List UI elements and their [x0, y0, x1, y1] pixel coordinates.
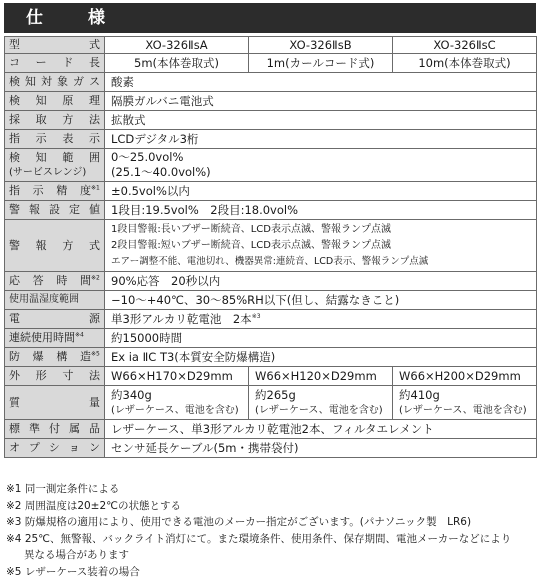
dims-a: W66×H170×D29mm [105, 367, 249, 386]
label-model: 型 式 [5, 37, 105, 54]
label-range-sub: (サービスレンジ) [9, 165, 100, 180]
cord-b: 1m(カールコード式) [249, 54, 393, 73]
value-display: LCDデジタル3桁 [105, 130, 537, 149]
value-continuous: 約15000時間 [105, 329, 537, 348]
alarm-line-1: 1段目警報:長いブザー断続音、LCD表示点滅、警報ランプ点滅 [111, 222, 530, 238]
footnote-1: ※1 同一測定条件による [6, 481, 536, 498]
label-options: オプション [5, 439, 105, 458]
label-response [5, 272, 105, 291]
label-weight: 質 量 [5, 386, 105, 420]
label-continuous [5, 329, 105, 348]
value-alarm-set: 1段目:19.5vol% 2段目:18.0vol% [105, 201, 537, 220]
value-alarm [105, 220, 537, 272]
row-model [5, 37, 537, 54]
range-value-2: (25.1～40.0vol%) [111, 165, 530, 180]
row-sampling [5, 111, 537, 130]
row-display [5, 130, 537, 149]
cord-a: 5m(本体巻取式) [105, 54, 249, 73]
weight-c [393, 386, 537, 420]
row-explosion [5, 348, 537, 367]
value-principle: 隔膜ガルバニ電池式 [105, 92, 537, 111]
row-weight [5, 386, 537, 420]
model-c: XO-326ⅡsC [393, 37, 537, 54]
alarm-line-2: 2段目警報:短いブザー断続音、LCD表示点滅、警報ランプ点滅 [111, 238, 530, 254]
label-sampling: 採取方法 [5, 111, 105, 130]
row-continuous [5, 329, 537, 348]
label-env: 使用温湿度範囲 [5, 291, 105, 310]
row-gas [5, 73, 537, 92]
weight-b [249, 386, 393, 420]
row-cord [5, 54, 537, 73]
row-response [5, 272, 537, 291]
dims-b: W66×H120×D29mm [249, 367, 393, 386]
row-power [5, 310, 537, 329]
value-range [105, 149, 537, 182]
label-accessories: 標準付属品 [5, 420, 105, 439]
weight-a [105, 386, 249, 420]
footnote-3: ※3 防爆規格の適用により、使用できる電池のメーカー指定がございます。(パナソニック製 LR6) [6, 514, 536, 531]
weight-a-note: (レザーケース、電池を含む) [111, 403, 242, 418]
label-display: 指示表示 [5, 130, 105, 149]
value-accuracy: ±0.5vol%以内 [105, 182, 537, 201]
row-range [5, 149, 537, 182]
label-continuous-text: 連続使用時間 [9, 331, 75, 344]
value-power [105, 310, 537, 329]
row-accuracy [5, 182, 537, 201]
model-b: XO-326ⅡsB [249, 37, 393, 54]
power-text: 単3形アルカリ乾電池 2本 [111, 312, 252, 326]
alarm-line-3: エアー調整不能、電池切れ、機器異常:連続音、LCD表示、警報ランプ点滅 [111, 254, 530, 270]
row-options [5, 439, 537, 458]
row-dims [5, 367, 537, 386]
note-ref-5: ※5 [91, 350, 100, 357]
model-a: XO-326ⅡsA [105, 37, 249, 54]
value-accessories: レザーケース、単3形アルカリ乾電池2本、フィルタエレメント [105, 420, 537, 439]
label-dims: 外形寸法 [5, 367, 105, 386]
cord-c: 10m(本体巻取式) [393, 54, 537, 73]
dims-c: W66×H200×D29mm [393, 367, 537, 386]
footnotes [6, 481, 536, 580]
weight-c-value: 約410g [399, 388, 530, 403]
label-power: 電 源 [5, 310, 105, 329]
label-alarm: 警報方式 [5, 220, 105, 272]
row-principle [5, 92, 537, 111]
footnote-2: ※2 周囲温度は20±2℃の状態とする [6, 498, 536, 515]
label-range-main: 検知範囲 [9, 150, 100, 165]
label-response-text: 応答時間 [9, 274, 91, 288]
weight-b-note: (レザーケース、電池を含む) [255, 403, 386, 418]
value-explosion: Ex ia ⅡC T3(本質安全防爆構造) [105, 348, 537, 367]
label-explosion [5, 348, 105, 367]
footnote-4: ※4 25℃、無警報、バックライト消灯にて。また環境条件、使用条件、保存期間、電池メーカーなどにより [6, 531, 536, 548]
note-ref-1: ※1 [91, 184, 100, 191]
label-principle: 検知原理 [5, 92, 105, 111]
value-response: 90%応答 20秒以内 [105, 272, 537, 291]
label-gas: 検知対象ガス [5, 73, 105, 92]
value-options: センサ延長ケーブル(5m・携帯袋付) [105, 439, 537, 458]
note-ref-3: ※3 [252, 313, 261, 320]
row-alarm [5, 220, 537, 272]
row-env [5, 291, 537, 310]
label-alarm-set: 警報設定値 [5, 201, 105, 220]
label-explosion-text: 防爆構造 [9, 350, 91, 364]
label-accuracy [5, 182, 105, 201]
note-ref-2: ※2 [91, 274, 100, 281]
note-ref-4: ※4 [75, 331, 84, 338]
label-cord: コード長 [5, 54, 105, 73]
weight-b-value: 約265g [255, 388, 386, 403]
footnote-5: ※5 レザーケース装着の場合 [6, 564, 536, 580]
row-accessories [5, 420, 537, 439]
range-value-1: 0～25.0vol% [111, 150, 530, 165]
spec-table [4, 36, 537, 458]
weight-a-value: 約340g [111, 388, 242, 403]
value-sampling: 拡散式 [105, 111, 537, 130]
value-gas: 酸素 [105, 73, 537, 92]
label-accuracy-text: 指示精度 [9, 184, 91, 198]
footnote-4-cont: 異なる場合があります [6, 547, 536, 564]
label-range [5, 149, 105, 182]
weight-c-note: (レザーケース、電池を含む) [399, 403, 530, 418]
value-env: −10～+40℃、30～85%RH以下(但し、結露なきこと) [105, 291, 537, 310]
row-alarm-set [5, 201, 537, 220]
spec-title: 仕 様 [4, 3, 536, 33]
